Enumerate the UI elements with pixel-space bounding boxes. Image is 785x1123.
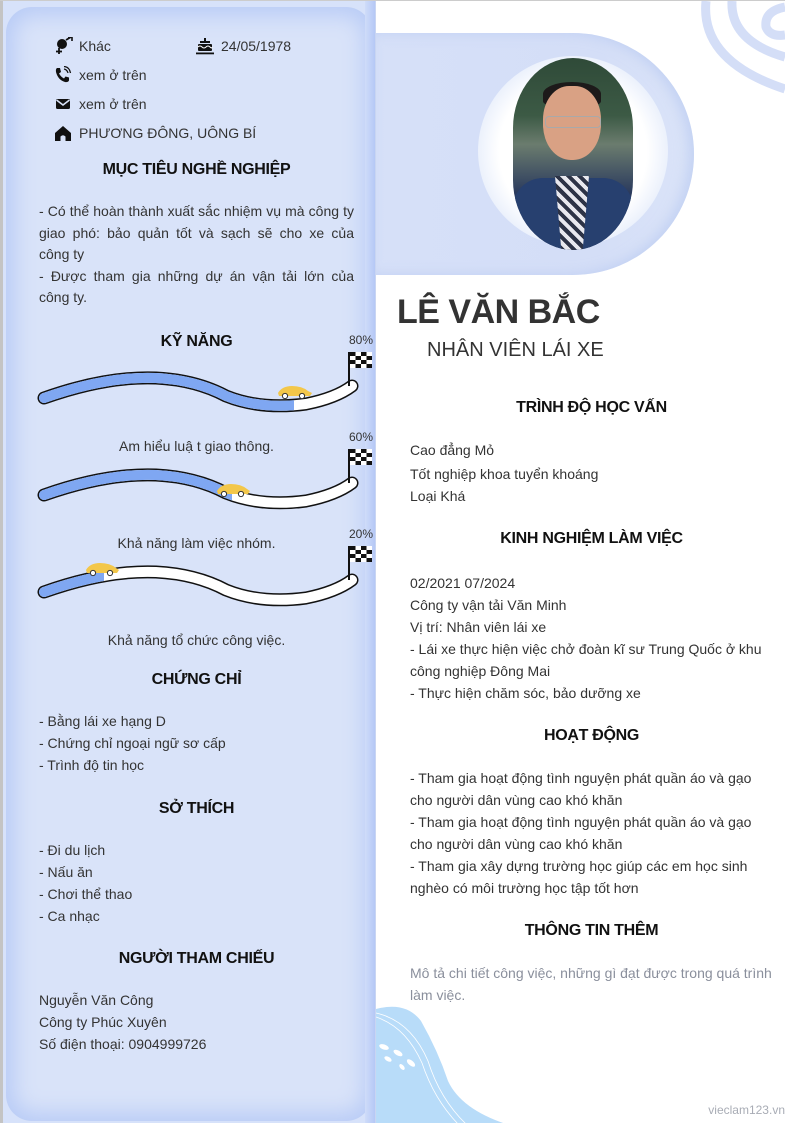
list-item: Loại Khá — [410, 488, 466, 504]
gender-value: Khác — [79, 38, 111, 54]
certificates-title: CHỨNG CHỈ — [151, 671, 242, 688]
candidate-name: LÊ VĂN BẮC — [397, 293, 600, 331]
list-item: - Bằng lái xe hạng D — [39, 713, 166, 729]
list-item: - Ca nhạc — [39, 908, 100, 924]
list-item: Cao đẳng Mỏ — [410, 442, 495, 458]
skill-label: Khả năng làm việc nhóm. — [117, 535, 276, 551]
list-item: - Lái xe thực hiện việc chở đoàn kĩ sư Trung Quốc ở khu công nghiệp Đông Mai — [410, 641, 762, 679]
skill-progress-track — [36, 443, 376, 523]
list-item: - Tham gia hoạt động tình nguyện phát quần áo và gạo cho người dân vùng cao khó khăn — [410, 814, 752, 852]
education-list — [410, 439, 775, 507]
references-title: NGƯỜI THAM CHIẾU — [118, 950, 275, 967]
list-item: Nguyễn Văn Công — [39, 992, 154, 1008]
list-item: - Nấu ăn — [39, 864, 93, 880]
list-item: - Đi du lịch — [39, 842, 106, 858]
skill-progress-track — [36, 540, 376, 620]
experience-list — [410, 572, 775, 704]
decorative-arcs-icon — [690, 1, 785, 101]
birthday-value: 24/05/1978 — [221, 38, 292, 54]
list-item: - Tham gia xây dựng trường học giúp các em học sinh nghèo có môi trường học tập tốt hơn — [410, 858, 748, 896]
list-item: - Trình độ tin học — [39, 757, 145, 773]
checkered-flag-icon — [350, 546, 372, 562]
checkered-flag-icon — [350, 449, 372, 465]
decorative-wave-icon — [376, 1001, 516, 1123]
phone-row — [53, 66, 147, 84]
email-value: xem ở trên — [79, 96, 147, 112]
skills-title: KỸ NĂNG — [160, 333, 233, 350]
activities-title: HOẠT ĐỘNG — [543, 727, 640, 744]
skill-percent: 60% — [349, 430, 374, 444]
left-sidebar — [0, 1, 376, 1123]
watermark: vieclam123.vn — [708, 1103, 785, 1117]
education-title: TRÌNH ĐỘ HỌC VẤN — [516, 399, 667, 416]
objective-text — [39, 201, 354, 309]
skill-percent: 80% — [349, 333, 374, 347]
skill-percent: 20% — [349, 527, 374, 541]
references-list — [39, 989, 359, 1055]
home-icon — [53, 124, 73, 142]
list-item: - Thực hiện chăm sóc, bảo dưỡng xe — [410, 685, 641, 701]
extra-info-text: Mô tả chi tiết công việc, những gì đạt được trong quá trình làm việc. — [410, 965, 772, 1003]
address-value: PHƯƠNG ĐÔNG, UÔNG BÍ — [79, 125, 257, 141]
profile-photo — [513, 58, 633, 250]
list-item: - Chơi thể thao — [39, 886, 133, 902]
phone-icon — [53, 66, 73, 84]
page-border — [0, 1, 3, 1123]
extra-info-title: THÔNG TIN THÊM — [524, 922, 659, 939]
list-item: - Chứng chỉ ngoại ngữ sơ cấp — [39, 735, 226, 751]
objective-line: - Được tham gia những dự án vận tải lớn của công ty. — [39, 267, 354, 305]
gender-row — [53, 37, 111, 55]
address-row — [53, 124, 256, 142]
race-track-icon — [36, 346, 376, 416]
experience-date: 02/2021 07/2024 — [410, 575, 516, 591]
gender-icon — [53, 37, 73, 55]
hobbies-title: SỞ THÍCH — [158, 800, 235, 817]
candidate-role: NHÂN VIÊN LÁI XE — [427, 339, 604, 361]
birthday-cake-icon — [195, 37, 215, 55]
birthday-row — [195, 37, 291, 55]
skill-progress-track — [36, 346, 376, 426]
hobbies-list — [39, 839, 359, 927]
objective-title: MỤC TIÊU NGHỀ NGHIỆP — [102, 161, 291, 178]
car-icon — [278, 386, 312, 399]
skill-label: Am hiểu luậ t giao thông. — [119, 438, 274, 454]
skill-label: Khả năng tổ chức công việc. — [107, 632, 286, 648]
experience-position: Vị trí: Nhân viên lái xe — [410, 619, 547, 635]
checkered-flag-icon — [350, 352, 372, 368]
objective-line: - Có thể hoàn thành xuất sắc nhiệm vụ mà công ty giao phó: bảo quản tốt và sạch sẽ cho xe của công ty — [39, 203, 354, 262]
phone-value: xem ở trên — [79, 67, 147, 83]
list-item: Công ty Phúc Xuyên — [39, 1014, 167, 1030]
email-row — [53, 95, 147, 113]
experience-title: KINH NGHIỆM LÀM VIỆC — [500, 530, 683, 547]
list-item: Số điện thoại: 0904999726 — [39, 1036, 207, 1052]
race-track-icon — [36, 443, 376, 513]
experience-company: Công ty vận tải Văn Minh — [410, 597, 567, 613]
email-icon — [53, 95, 73, 113]
activities-list — [410, 767, 775, 899]
race-track-icon — [36, 540, 376, 610]
list-item: Tốt nghiệp khoa tuyển khoáng — [410, 466, 599, 482]
certificates-list — [39, 710, 359, 776]
list-item: - Tham gia hoạt động tình nguyện phát quần áo và gạo cho người dân vùng cao khó khăn — [410, 770, 752, 808]
